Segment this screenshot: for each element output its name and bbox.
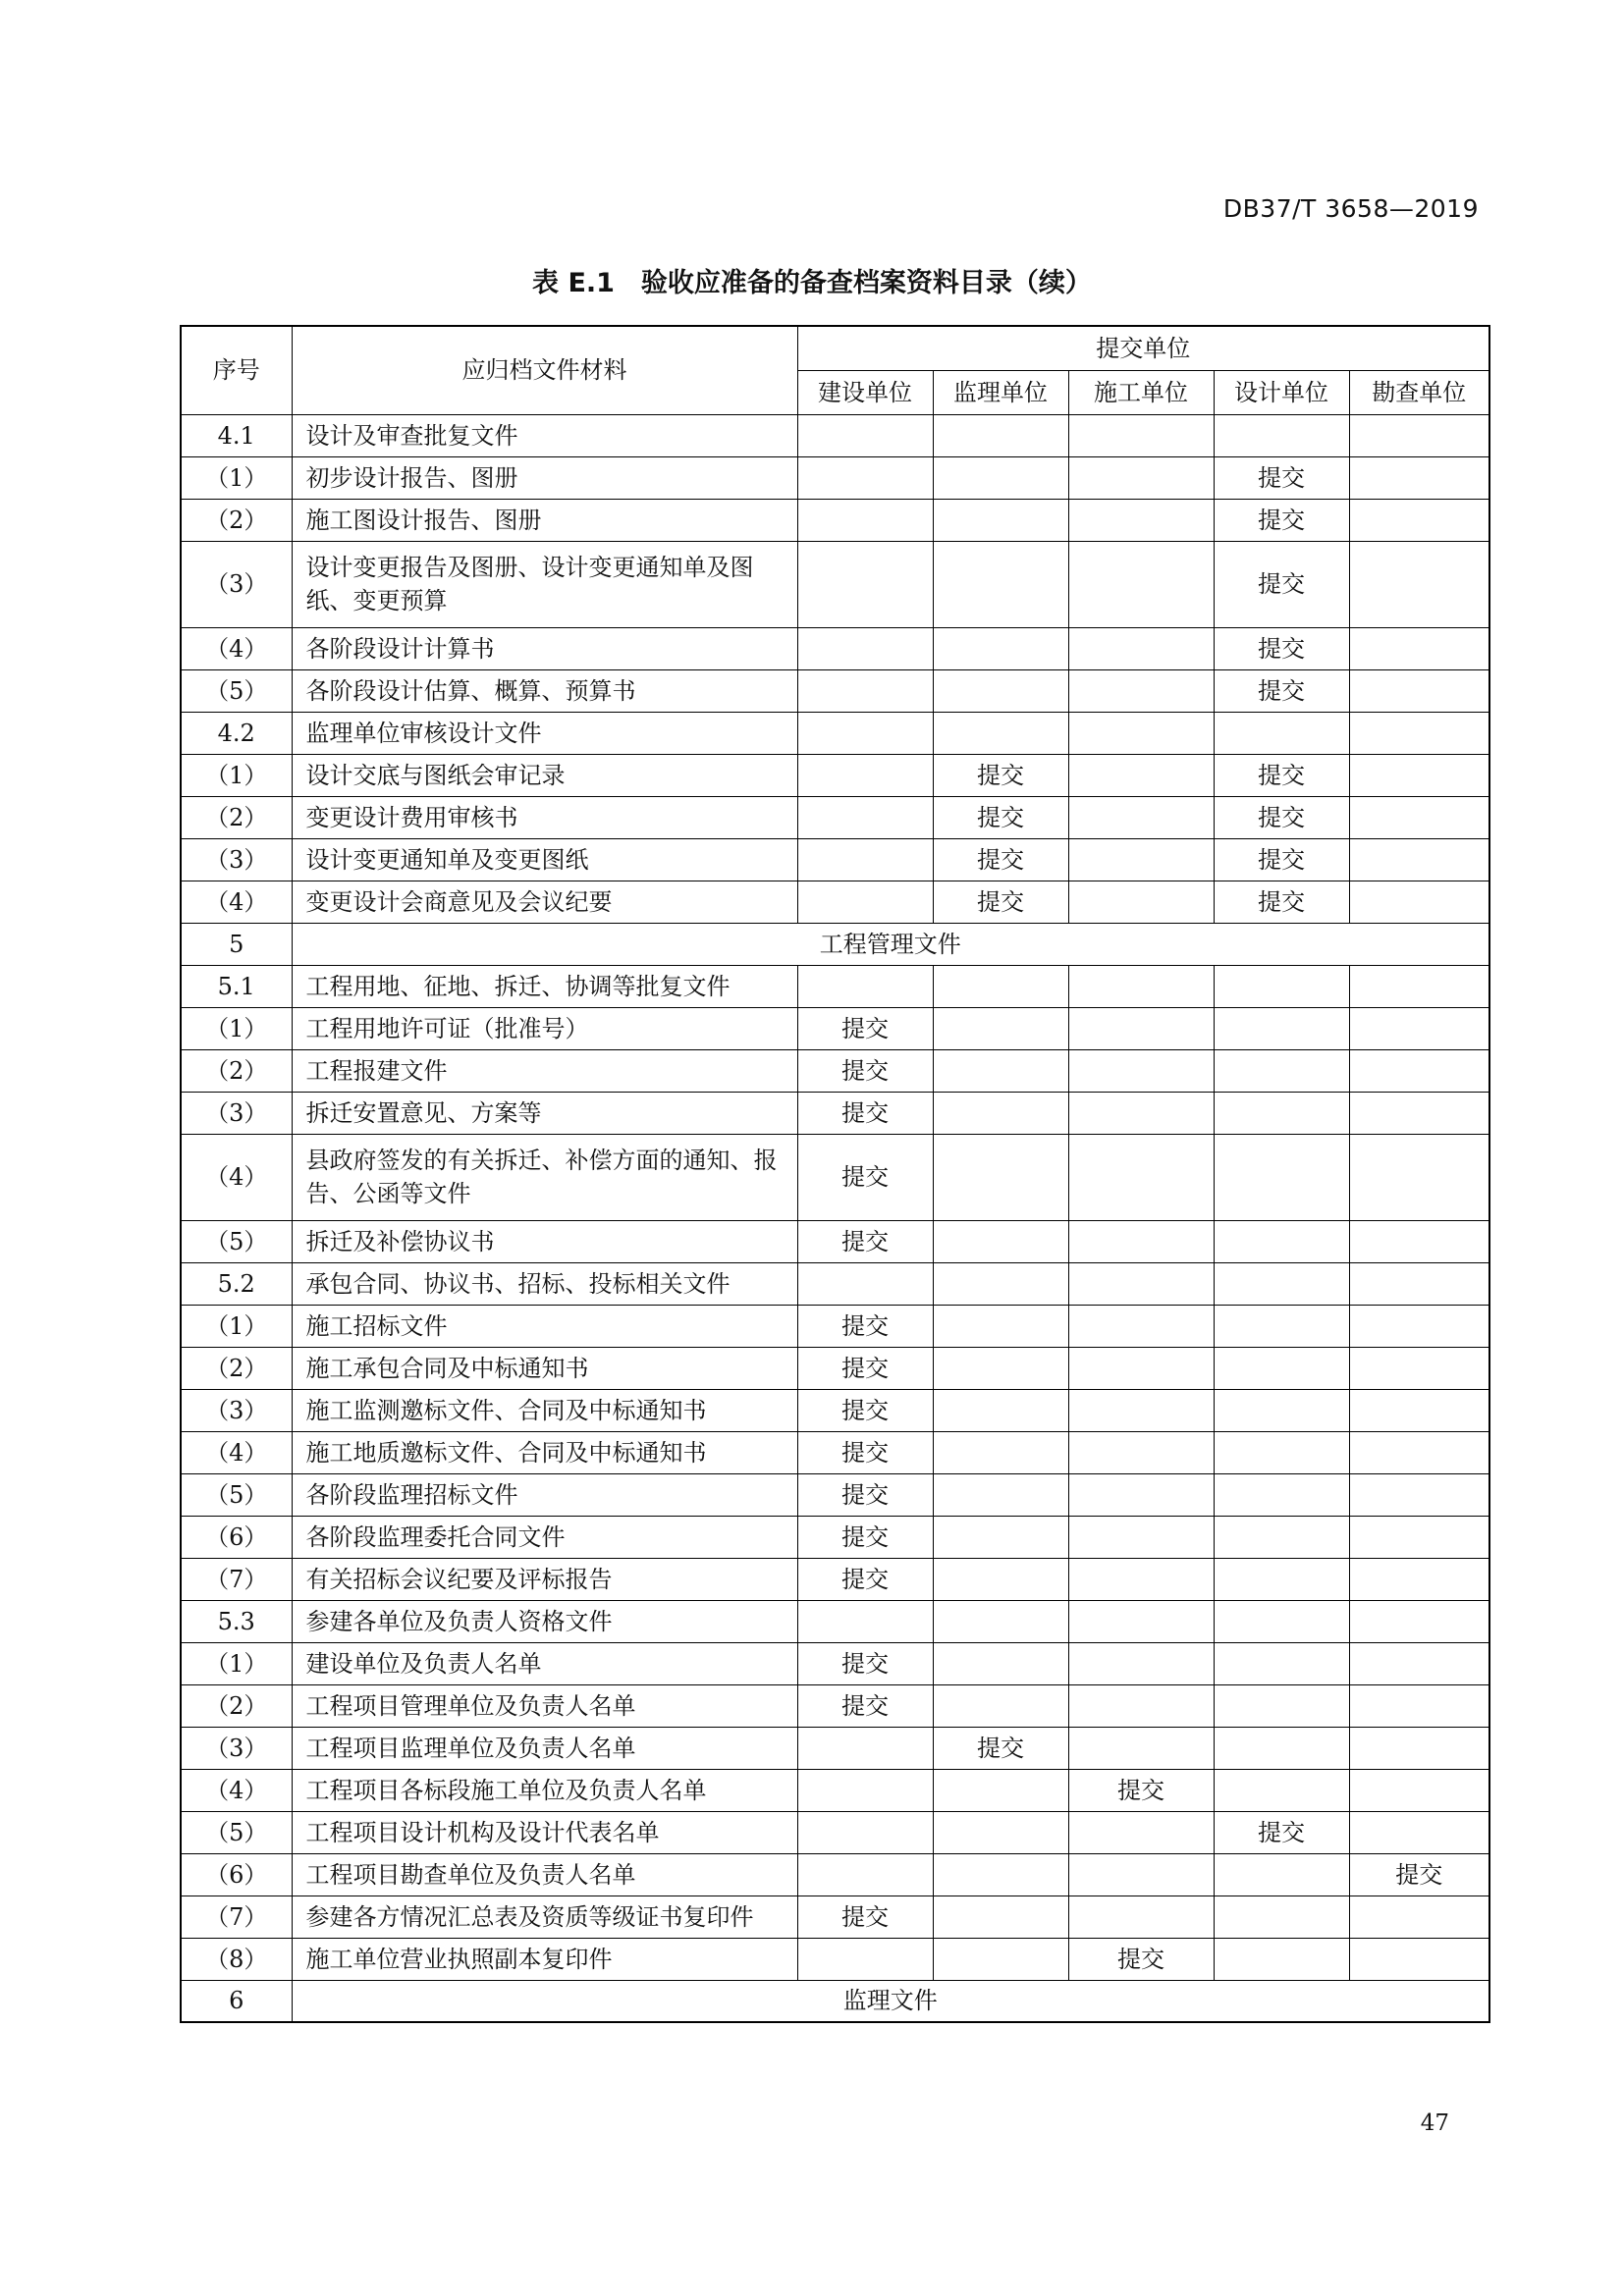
submit-cell: [1068, 669, 1214, 712]
table-row: [181, 1811, 1489, 1853]
submit-cell: 提交: [1214, 796, 1349, 838]
row-seq: （5）: [181, 1473, 292, 1516]
submit-cell: [1349, 1516, 1489, 1558]
submit-cell: 提交: [1214, 669, 1349, 712]
submit-cell: 提交: [797, 1431, 933, 1473]
submit-cell: [797, 1769, 933, 1811]
submit-cell: [1068, 1007, 1214, 1049]
submit-cell: [933, 1811, 1068, 1853]
submit-cell: [933, 1516, 1068, 1558]
submit-cell: [1214, 1347, 1349, 1389]
submit-cell: 提交: [797, 1134, 933, 1220]
submit-cell: [797, 541, 933, 627]
header-unit-jianli: 监理单位: [933, 370, 1068, 414]
table-row: [181, 1049, 1489, 1092]
submit-cell: [1349, 1600, 1489, 1642]
row-item: 各阶段监理招标文件: [292, 1473, 797, 1516]
row-item: 县政府签发的有关拆迁、补偿方面的通知、报告、公函等文件: [292, 1134, 797, 1220]
row-seq: （1）: [181, 1642, 292, 1684]
table-row: [181, 1347, 1489, 1389]
row-seq: （1）: [181, 1007, 292, 1049]
submit-cell: [933, 1853, 1068, 1896]
submit-cell: 提交: [1349, 1853, 1489, 1896]
submit-cell: [797, 1811, 933, 1853]
row-item: 设计及审查批复文件: [292, 414, 797, 456]
submit-cell: [933, 1007, 1068, 1049]
submit-cell: [1349, 1305, 1489, 1347]
header-unit-kancha: 勘查单位: [1349, 370, 1489, 414]
table-row: [181, 1558, 1489, 1600]
submit-cell: 提交: [797, 1220, 933, 1262]
row-seq: （2）: [181, 796, 292, 838]
row-item: 设计变更报告及图册、设计变更通知单及图纸、变更预算: [292, 541, 797, 627]
submit-cell: [1068, 1516, 1214, 1558]
submit-cell: [1349, 1220, 1489, 1262]
submit-cell: [797, 881, 933, 923]
submit-cell: 提交: [797, 1389, 933, 1431]
row-item: 施工承包合同及中标通知书: [292, 1347, 797, 1389]
submit-cell: [933, 1092, 1068, 1134]
submit-cell: [797, 499, 933, 541]
row-item: 工程用地、征地、拆迁、协调等批复文件: [292, 965, 797, 1007]
submit-cell: [933, 1134, 1068, 1220]
submit-cell: [1214, 1642, 1349, 1684]
submit-cell: [1214, 712, 1349, 754]
submit-cell: [1068, 1684, 1214, 1727]
row-item: 各阶段设计估算、概算、预算书: [292, 669, 797, 712]
table-row: [181, 1938, 1489, 1980]
submit-cell: [1214, 1134, 1349, 1220]
submit-cell: [797, 1853, 933, 1896]
submit-cell: 提交: [933, 754, 1068, 796]
submit-cell: [1214, 1558, 1349, 1600]
submit-cell: [1068, 1727, 1214, 1769]
submit-cell: [797, 1600, 933, 1642]
submit-cell: 提交: [1214, 541, 1349, 627]
row-item: 变更设计会商意见及会议纪要: [292, 881, 797, 923]
submit-cell: [1068, 796, 1214, 838]
submit-cell: [797, 712, 933, 754]
row-seq: 4.2: [181, 712, 292, 754]
submit-cell: [797, 796, 933, 838]
row-item: 拆迁安置意见、方案等: [292, 1092, 797, 1134]
submit-cell: [933, 712, 1068, 754]
submit-cell: [797, 1262, 933, 1305]
submit-cell: 提交: [1068, 1769, 1214, 1811]
submit-cell: 提交: [797, 1642, 933, 1684]
submit-cell: 提交: [797, 1049, 933, 1092]
section-row: [181, 923, 1489, 965]
table-row: [181, 1262, 1489, 1305]
submit-cell: [1068, 1134, 1214, 1220]
submit-cell: [933, 1896, 1068, 1938]
submit-cell: [933, 1642, 1068, 1684]
row-seq: （1）: [181, 754, 292, 796]
row-seq: （6）: [181, 1853, 292, 1896]
row-item: 设计变更通知单及变更图纸: [292, 838, 797, 881]
row-item: 工程用地许可证（批准号）: [292, 1007, 797, 1049]
row-item: 参建各方情况汇总表及资质等级证书复印件: [292, 1896, 797, 1938]
header-material: 应归档文件材料: [292, 326, 797, 414]
table-row: [181, 456, 1489, 499]
submit-cell: [1068, 1558, 1214, 1600]
row-seq: 4.1: [181, 414, 292, 456]
submit-cell: [1068, 1896, 1214, 1938]
submit-cell: [933, 669, 1068, 712]
row-seq: （4）: [181, 1431, 292, 1473]
row-item: 变更设计费用审核书: [292, 796, 797, 838]
submit-cell: [1349, 1347, 1489, 1389]
row-item: 承包合同、协议书、招标、投标相关文件: [292, 1262, 797, 1305]
row-seq: 5.1: [181, 965, 292, 1007]
submit-cell: [1349, 1811, 1489, 1853]
submit-cell: [1214, 1896, 1349, 1938]
table-row: [181, 1684, 1489, 1727]
submit-cell: [1349, 1938, 1489, 1980]
submit-cell: [1349, 1431, 1489, 1473]
submit-cell: [933, 965, 1068, 1007]
submit-cell: 提交: [797, 1896, 933, 1938]
header-seq: 序号: [181, 326, 292, 414]
row-item: 工程报建文件: [292, 1049, 797, 1092]
row-seq: （3）: [181, 838, 292, 881]
submit-cell: [1349, 1134, 1489, 1220]
submit-cell: [1214, 1600, 1349, 1642]
row-seq: （7）: [181, 1896, 292, 1938]
submit-cell: [797, 838, 933, 881]
submit-cell: 提交: [1214, 754, 1349, 796]
submit-cell: [1068, 1262, 1214, 1305]
submit-cell: [1068, 1389, 1214, 1431]
row-seq: 6: [181, 1980, 292, 2022]
submit-cell: 提交: [797, 1684, 933, 1727]
row-seq: （3）: [181, 1092, 292, 1134]
submit-cell: 提交: [1214, 838, 1349, 881]
submit-cell: 提交: [933, 838, 1068, 881]
header-unit-jianshe: 建设单位: [797, 370, 933, 414]
row-seq: 5.3: [181, 1600, 292, 1642]
submit-cell: [1068, 414, 1214, 456]
submit-cell: [1349, 541, 1489, 627]
section-row: [181, 1980, 1489, 2022]
row-item: 拆迁及补偿协议书: [292, 1220, 797, 1262]
submit-cell: [1349, 796, 1489, 838]
submit-cell: [1349, 1684, 1489, 1727]
table-row: [181, 1769, 1489, 1811]
table-row: [181, 669, 1489, 712]
submit-cell: [1349, 1473, 1489, 1516]
table-title: 表 E.1 验收应准备的备查档案资料目录（续）: [532, 268, 1092, 298]
table-row: [181, 1007, 1489, 1049]
submit-cell: [1068, 965, 1214, 1007]
submit-cell: [933, 1769, 1068, 1811]
submit-cell: [933, 499, 1068, 541]
row-seq: （6）: [181, 1516, 292, 1558]
submit-cell: [1349, 1049, 1489, 1092]
submit-cell: [1349, 1769, 1489, 1811]
header-unit-sheji: 设计单位: [1214, 370, 1349, 414]
table-row: [181, 1305, 1489, 1347]
row-item: 施工地质邀标文件、合同及中标通知书: [292, 1431, 797, 1473]
table-row: [181, 1220, 1489, 1262]
submit-cell: [1349, 965, 1489, 1007]
submit-cell: 提交: [1214, 881, 1349, 923]
row-item: 监理单位审核设计文件: [292, 712, 797, 754]
submit-cell: [1349, 712, 1489, 754]
submit-cell: [1068, 627, 1214, 669]
submit-cell: [1068, 1347, 1214, 1389]
row-seq: （3）: [181, 1389, 292, 1431]
submit-cell: [797, 414, 933, 456]
table-row: [181, 1853, 1489, 1896]
submit-cell: [797, 965, 933, 1007]
submit-cell: [797, 1727, 933, 1769]
row-seq: （4）: [181, 881, 292, 923]
row-item: 设计交底与图纸会审记录: [292, 754, 797, 796]
row-seq: （1）: [181, 456, 292, 499]
submit-cell: [1214, 1092, 1349, 1134]
submit-cell: [1068, 1600, 1214, 1642]
page-number: 47: [1420, 2110, 1449, 2136]
submit-cell: [797, 456, 933, 499]
submit-cell: [1214, 1431, 1349, 1473]
row-seq: （3）: [181, 541, 292, 627]
submit-cell: [1349, 456, 1489, 499]
row-item: 施工监测邀标文件、合同及中标通知书: [292, 1389, 797, 1431]
table-row: [181, 1134, 1489, 1220]
submit-cell: [797, 669, 933, 712]
submit-cell: 提交: [933, 796, 1068, 838]
submit-cell: [1214, 1684, 1349, 1727]
submit-cell: 提交: [797, 1516, 933, 1558]
row-seq: （3）: [181, 1727, 292, 1769]
table-row: [181, 499, 1489, 541]
submit-cell: [1068, 499, 1214, 541]
submit-cell: [1214, 1727, 1349, 1769]
submit-cell: [1068, 881, 1214, 923]
submit-cell: [797, 754, 933, 796]
row-seq: （4）: [181, 627, 292, 669]
table-row: [181, 1092, 1489, 1134]
submit-cell: [1068, 456, 1214, 499]
submit-cell: [1349, 1558, 1489, 1600]
row-item: 有关招标会议纪要及评标报告: [292, 1558, 797, 1600]
submit-cell: [1214, 1473, 1349, 1516]
submit-cell: [933, 1684, 1068, 1727]
header-unit-shigong: 施工单位: [1068, 370, 1214, 414]
submit-cell: [1214, 1220, 1349, 1262]
submit-cell: [1068, 1049, 1214, 1092]
submit-cell: [1214, 1516, 1349, 1558]
submit-cell: [933, 1220, 1068, 1262]
submit-cell: 提交: [1214, 1811, 1349, 1853]
table-row: [181, 712, 1489, 754]
submit-cell: [797, 627, 933, 669]
table-row: [181, 1516, 1489, 1558]
row-seq: （5）: [181, 1811, 292, 1853]
submit-cell: [1214, 1853, 1349, 1896]
submit-cell: [1068, 1853, 1214, 1896]
row-item: 施工单位营业执照副本复印件: [292, 1938, 797, 1980]
submit-cell: [1349, 627, 1489, 669]
row-seq: （2）: [181, 499, 292, 541]
submit-cell: [1349, 499, 1489, 541]
submit-cell: [1349, 754, 1489, 796]
submit-cell: [1349, 1896, 1489, 1938]
row-item: 工程项目各标段施工单位及负责人名单: [292, 1769, 797, 1811]
submit-cell: [1068, 1431, 1214, 1473]
submit-cell: 提交: [933, 881, 1068, 923]
row-seq: （2）: [181, 1049, 292, 1092]
table-row: [181, 965, 1489, 1007]
row-seq: 5: [181, 923, 292, 965]
table-body: [181, 414, 1489, 2022]
table-row: [181, 881, 1489, 923]
submit-cell: 提交: [933, 1727, 1068, 1769]
submit-cell: [1349, 1262, 1489, 1305]
table-row: [181, 1896, 1489, 1938]
submit-cell: [1068, 1092, 1214, 1134]
submit-cell: [933, 1938, 1068, 1980]
row-seq: （2）: [181, 1684, 292, 1727]
submit-cell: 提交: [797, 1558, 933, 1600]
submit-cell: [933, 1347, 1068, 1389]
row-item: 各阶段监理委托合同文件: [292, 1516, 797, 1558]
submit-cell: [933, 1262, 1068, 1305]
row-item: 工程项目勘查单位及负责人名单: [292, 1853, 797, 1896]
table-row: [181, 1389, 1489, 1431]
row-seq: （4）: [181, 1134, 292, 1220]
submit-cell: 提交: [1214, 627, 1349, 669]
submit-cell: [1349, 1727, 1489, 1769]
row-seq: （4）: [181, 1769, 292, 1811]
submit-cell: [933, 1389, 1068, 1431]
submit-cell: [1068, 754, 1214, 796]
row-seq: （5）: [181, 1220, 292, 1262]
doc-code: DB37/T 3658—2019: [1222, 194, 1479, 223]
row-seq: （2）: [181, 1347, 292, 1389]
submit-cell: [1349, 881, 1489, 923]
table-row: [181, 1642, 1489, 1684]
submit-cell: [1349, 1642, 1489, 1684]
submit-cell: [1349, 838, 1489, 881]
table-row: [181, 1473, 1489, 1516]
submit-cell: [1214, 1389, 1349, 1431]
row-item: 施工图设计报告、图册: [292, 499, 797, 541]
submit-cell: [1214, 1262, 1349, 1305]
submit-cell: [933, 627, 1068, 669]
row-seq: （5）: [181, 669, 292, 712]
submit-cell: [1068, 541, 1214, 627]
row-item: 建设单位及负责人名单: [292, 1642, 797, 1684]
row-item: 工程项目监理单位及负责人名单: [292, 1727, 797, 1769]
submit-cell: [1349, 1092, 1489, 1134]
submit-cell: 提交: [797, 1007, 933, 1049]
submit-cell: [1068, 1473, 1214, 1516]
submit-cell: [1214, 1049, 1349, 1092]
row-seq: （1）: [181, 1305, 292, 1347]
row-item: 各阶段设计计算书: [292, 627, 797, 669]
submit-cell: [1214, 1938, 1349, 1980]
submit-cell: [1068, 1305, 1214, 1347]
submit-cell: [1214, 1007, 1349, 1049]
section-title: 监理文件: [292, 1980, 1489, 2022]
submit-cell: 提交: [1068, 1938, 1214, 1980]
table-row: [181, 627, 1489, 669]
table-row: [181, 1600, 1489, 1642]
row-seq: （7）: [181, 1558, 292, 1600]
submit-cell: 提交: [1214, 499, 1349, 541]
submit-cell: [933, 541, 1068, 627]
table-row: [181, 541, 1489, 627]
submit-cell: 提交: [797, 1473, 933, 1516]
table-row: [181, 414, 1489, 456]
archive-table: [180, 325, 1490, 2023]
submit-cell: [797, 1938, 933, 1980]
submit-cell: [933, 1600, 1068, 1642]
submit-cell: [933, 1558, 1068, 1600]
row-item: 施工招标文件: [292, 1305, 797, 1347]
submit-cell: [1349, 414, 1489, 456]
submit-cell: [933, 1049, 1068, 1092]
submit-cell: 提交: [797, 1305, 933, 1347]
table-row: [181, 838, 1489, 881]
submit-cell: [933, 1473, 1068, 1516]
row-item: 工程项目管理单位及负责人名单: [292, 1684, 797, 1727]
submit-cell: [933, 1305, 1068, 1347]
submit-cell: 提交: [797, 1092, 933, 1134]
row-item: 工程项目设计机构及设计代表名单: [292, 1811, 797, 1853]
submit-cell: [1068, 838, 1214, 881]
submit-cell: 提交: [797, 1347, 933, 1389]
submit-cell: [933, 456, 1068, 499]
submit-cell: [1068, 712, 1214, 754]
submit-cell: [1214, 414, 1349, 456]
submit-cell: [1349, 1007, 1489, 1049]
submit-cell: [933, 414, 1068, 456]
table-row: [181, 1431, 1489, 1473]
section-title: 工程管理文件: [292, 923, 1489, 965]
submit-cell: [933, 1431, 1068, 1473]
table-row: [181, 1727, 1489, 1769]
row-item: 初步设计报告、图册: [292, 456, 797, 499]
row-seq: （8）: [181, 1938, 292, 1980]
header-submit-group: 提交单位: [797, 326, 1489, 370]
submit-cell: 提交: [1214, 456, 1349, 499]
row-item: 参建各单位及负责人资格文件: [292, 1600, 797, 1642]
submit-cell: [1349, 1389, 1489, 1431]
submit-cell: [1068, 1642, 1214, 1684]
submit-cell: [1214, 1305, 1349, 1347]
submit-cell: [1068, 1811, 1214, 1853]
submit-cell: [1349, 669, 1489, 712]
submit-cell: [1214, 965, 1349, 1007]
submit-cell: [1068, 1220, 1214, 1262]
submit-cell: [1214, 1769, 1349, 1811]
table-row: [181, 796, 1489, 838]
row-seq: 5.2: [181, 1262, 292, 1305]
table-row: [181, 754, 1489, 796]
